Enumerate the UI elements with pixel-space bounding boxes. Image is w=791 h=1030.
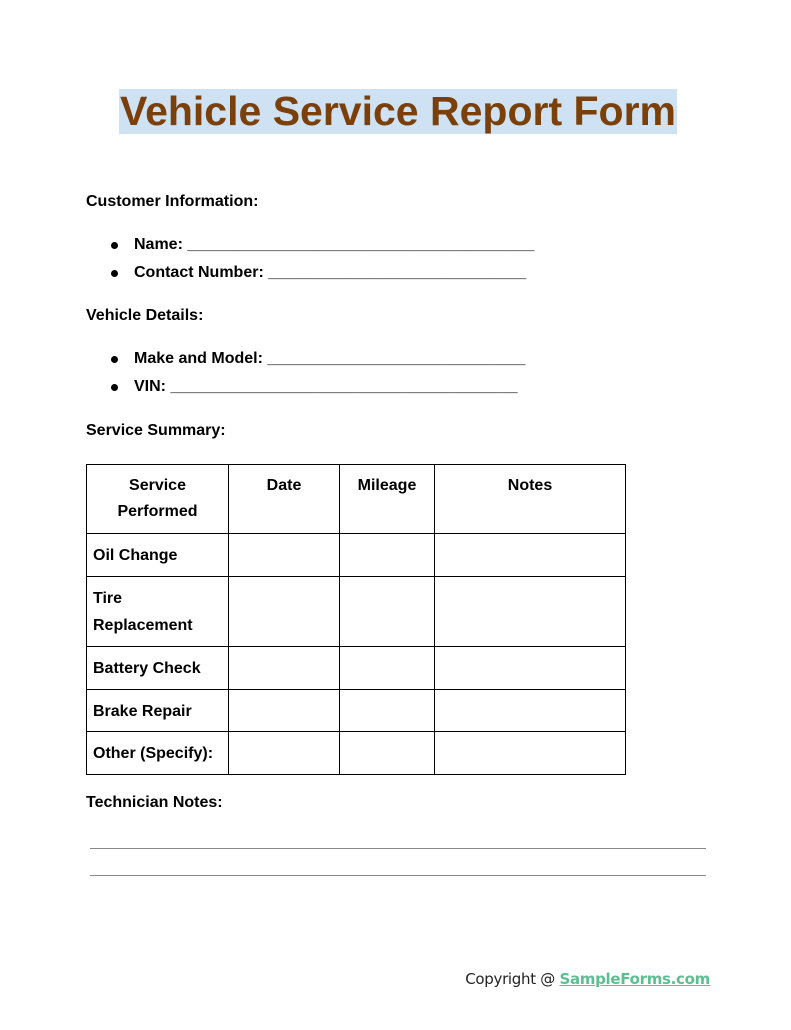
table-row bbox=[87, 534, 626, 577]
date-cell[interactable] bbox=[229, 577, 340, 647]
table-row bbox=[87, 732, 626, 775]
bullet-icon bbox=[111, 270, 118, 277]
service-cell: Tire Replacement bbox=[87, 577, 229, 647]
bullet-icon bbox=[111, 242, 118, 249]
vin-blank[interactable]: _______________________________________ bbox=[170, 378, 518, 395]
table-row bbox=[87, 690, 626, 732]
notes-line-2[interactable] bbox=[90, 875, 706, 876]
notes-cell[interactable] bbox=[435, 577, 626, 647]
service-cell: Brake Repair bbox=[87, 690, 229, 732]
column-header-mileage: Mileage bbox=[340, 465, 435, 534]
vin-label: VIN: bbox=[134, 378, 171, 395]
vehicle-details-heading: Vehicle Details: bbox=[86, 307, 204, 324]
contact-number-label: Contact Number: bbox=[134, 264, 269, 281]
column-header-service: Service Performed bbox=[87, 465, 229, 534]
service-cell: Battery Check bbox=[87, 647, 229, 690]
column-header-date: Date bbox=[229, 465, 340, 534]
service-summary-heading: Service Summary: bbox=[86, 422, 226, 439]
make-model-field[interactable] bbox=[108, 345, 525, 373]
contact-number-field[interactable] bbox=[108, 259, 534, 287]
table-row bbox=[87, 577, 626, 647]
name-blank[interactable]: _______________________________________ bbox=[187, 236, 535, 253]
column-header-notes: Notes bbox=[435, 465, 626, 534]
table-row bbox=[87, 647, 626, 690]
bullet-icon bbox=[111, 384, 118, 391]
service-cell: Oil Change bbox=[87, 534, 229, 577]
notes-line-1[interactable] bbox=[90, 848, 706, 849]
mileage-cell[interactable] bbox=[340, 534, 435, 577]
service-summary-table bbox=[86, 464, 626, 775]
technician-notes-heading: Technician Notes: bbox=[86, 794, 223, 811]
date-cell[interactable] bbox=[229, 690, 340, 732]
date-cell[interactable] bbox=[229, 534, 340, 577]
vin-field[interactable] bbox=[108, 373, 525, 401]
name-label: Name: bbox=[134, 236, 188, 253]
vehicle-details-list bbox=[108, 345, 525, 401]
customer-information-list bbox=[108, 231, 534, 287]
mileage-cell[interactable] bbox=[340, 647, 435, 690]
footer-copyright bbox=[465, 970, 710, 988]
copyright-text: Copyright @ bbox=[465, 970, 560, 988]
mileage-cell[interactable] bbox=[340, 690, 435, 732]
service-cell: Other (Specify): bbox=[87, 732, 229, 775]
mileage-cell[interactable] bbox=[340, 577, 435, 647]
name-field[interactable] bbox=[108, 231, 534, 259]
title-container bbox=[0, 89, 791, 134]
mileage-cell[interactable] bbox=[340, 732, 435, 775]
make-model-blank[interactable]: _____________________________ bbox=[267, 350, 526, 367]
contact-number-blank[interactable]: _____________________________ bbox=[268, 264, 527, 281]
date-cell[interactable] bbox=[229, 732, 340, 775]
table-header-row bbox=[87, 465, 626, 534]
notes-cell[interactable] bbox=[435, 534, 626, 577]
date-cell[interactable] bbox=[229, 647, 340, 690]
notes-cell[interactable] bbox=[435, 690, 626, 732]
bullet-icon bbox=[111, 356, 118, 363]
notes-cell[interactable] bbox=[435, 647, 626, 690]
customer-information-heading: Customer Information: bbox=[86, 193, 259, 210]
sampleforms-link[interactable]: SampleForms.com bbox=[559, 970, 710, 988]
notes-cell[interactable] bbox=[435, 732, 626, 775]
page-title: Vehicle Service Report Form bbox=[119, 88, 676, 134]
make-model-label: Make and Model: bbox=[134, 350, 268, 367]
